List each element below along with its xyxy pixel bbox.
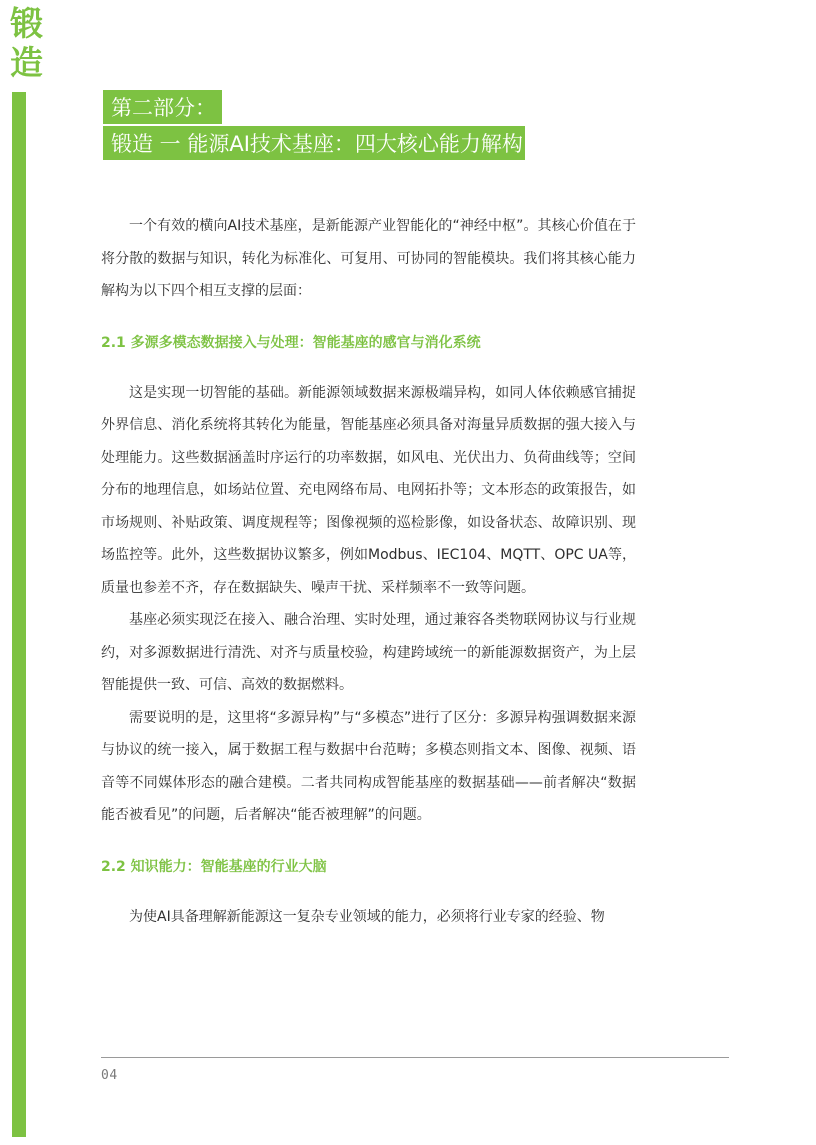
side-accent-bar <box>12 92 26 1137</box>
section-2-1-paragraph-1: 这是实现一切智能的基础。新能源领域数据来源极端异构，如同人体依赖感官捕捉外界信息、消化系统将其转化为能量，智能基座必须具备对海量异质数据的强大接入与处理能力。这些数据涵盖时序运行的功率数据，如风电、光伏出力、负荷曲线等；空间分布的地理信息，如场站位置、充电网络布局、电网拓扑等；文本形态的政策报告，如市场规则、补贴政策、调度规程等；图像视频的巡检影像，如设备状态、故障识别、现场监控等。此外，这些数据协议繁多，例如Modbus、IEC104、MQTT、OPC UA等，质量也参差不齐，存在数据缺失、噪声干扰、采样频率不一致等问题。 <box>101 384 636 596</box>
section-2-2-heading: 2.2 知识能力：智能基座的行业大脑 <box>101 858 327 875</box>
footer-divider <box>101 1057 729 1058</box>
section-2-1-paragraph-3: 需要说明的是，这里将“多源异构”与“多模态”进行了区分：多源异构强调数据来源与协议的统一接入，属于数据工程与数据中台范畴；多模态则指文本、图像、视频、语音等不同媒体形态的融合建模。二者共同构成智能基座的数据基础——前者解决“数据能否被看见”的问题，后者解决“能否被理解”的问题。 <box>101 709 636 823</box>
side-chapter-title <box>10 4 46 82</box>
intro-paragraph: 一个有效的横向AI技术基座，是新能源产业智能化的“神经中枢”。其核心价值在于将分散的数据与知识，转化为标准化、可复用、可协同的智能模块。我们将其核心能力解构为以下四个相互支撑的层面： <box>101 218 636 299</box>
section-2-1-heading: 2.1 多源多模态数据接入与处理：智能基座的感官与消化系统 <box>101 334 481 351</box>
page-number: 04 <box>101 1068 118 1083</box>
banner-line-1: 第二部分： <box>103 90 222 124</box>
main-content <box>101 210 636 933</box>
section-2-2-paragraph-1: 为使AI具备理解新能源这一复杂专业领域的能力，必须将行业专家的经验、物 <box>129 908 605 925</box>
side-title-char-2: 造 <box>10 43 43 82</box>
section-2-1-paragraph-2: 基座必须实现泛在接入、融合治理、实时处理，通过兼容各类物联网协议与行业规约，对多源数据进行清洗、对齐与质量校验，构建跨域统一的新能源数据资产，为上层智能提供一致、可信、高效的数据燃料。 <box>101 612 636 693</box>
side-title-char-1: 锻 <box>10 4 43 43</box>
banner-line-2: 锻造 一 能源AI技术基座：四大核心能力解构 <box>103 126 525 160</box>
section-banner <box>103 90 525 160</box>
